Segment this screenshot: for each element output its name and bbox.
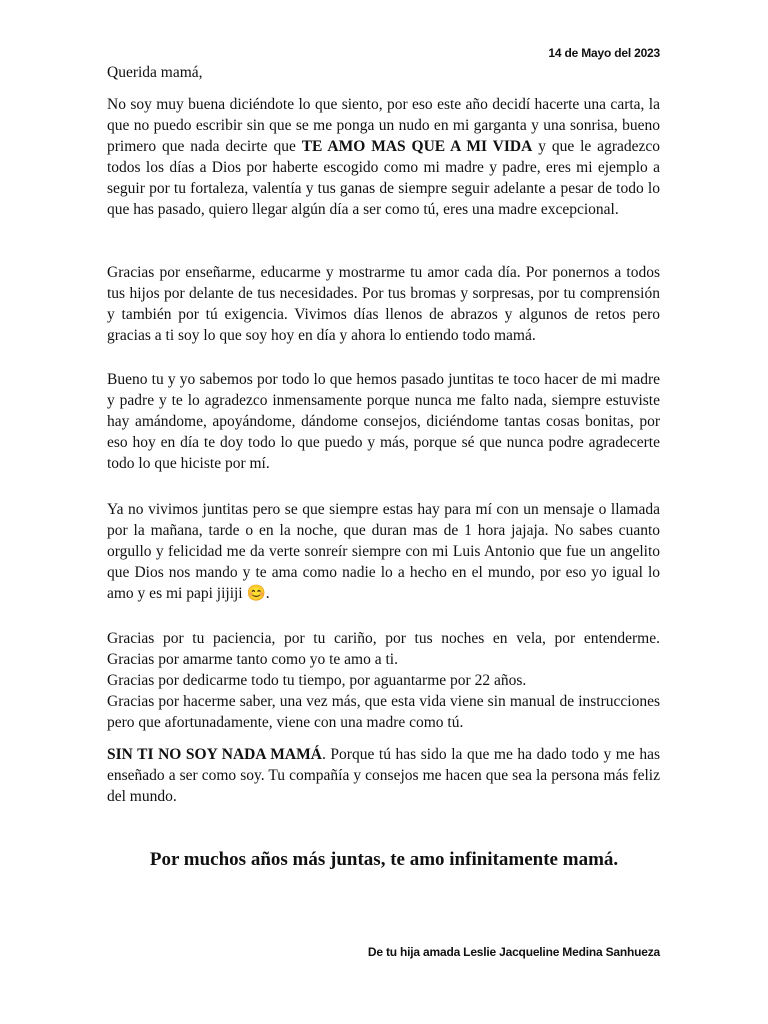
paragraph-1-emphasis: TE AMO MAS QUE A MI VIDA (301, 138, 533, 155)
paragraph-6 (107, 744, 660, 807)
paragraph-2: Gracias por enseñarme, educarme y mostrarme tu amor cada día. Por ponernos a todos tus hijos por delante de tus necesidades. Por tus bromas y sorpresas, por tu comprensión y también por tú exigencia. Vivimos días llenos de abrazos y algunos de retos pero gracias a ti soy lo que soy hoy en día y ahora lo entiendo todo mamá. (107, 264, 660, 344)
paragraph-1-text-a: No soy muy buena diciéndote lo que siento, por eso este año decidí hacerte una carta, la que no puedo escribir sin que se me ponga un nudo en mi garganta y una sonrisa, bueno primero que nada decirte que (107, 96, 660, 155)
paragraph-6-text: . Porque tú has sido la que me ha dado todo y me has enseñado a ser como soy. Tu compañía y consejos me hacen que sea la persona más feliz del mundo. (107, 746, 660, 805)
gratitude-line-4: Gracias por hacerme saber, una vez más, que esta vida viene sin manual de instrucciones pero que afortunadamente, viene con una madre como tú. (107, 693, 660, 731)
signature: De tu hija amada Leslie Jacqueline Medina Sanhueza (367, 945, 660, 959)
paragraph-5 (107, 628, 660, 733)
letter-date: 14 de Mayo del 2023 (548, 46, 660, 60)
paragraph-3: Bueno tu y yo sabemos por todo lo que hemos pasado juntitas te toco hacer de mi madre y padre y te lo agradezco inmensamente porque nunca me falto nada, siempre estuviste hay amándome, apoyándome, dándome consejos, diciéndome tantas cosas bonitas, por eso hoy en día te doy todo lo que puedo y más, porque sé que nunca podre agradecerte todo lo que hiciste por mí. (107, 371, 660, 472)
paragraph-1-text-b: y que le agradezco todos los días a Dios por haberte escogido como mi madre y padre, eres mi ejemplo a seguir por tu fortaleza, valentía y tus ganas de siempre seguir adelante a pesar de todo lo que has pasado, quiero llegar algún día a ser como tú, eres una madre excepcional. (107, 138, 660, 218)
gratitude-line-1: Gracias por tu paciencia, por tu cariño, por tus noches en vela, por entenderme. (107, 630, 660, 647)
paragraph-4: Ya no vivimos juntitas pero se que siempre estas hay para mí con un mensaje o llamada por la mañana, tarde o en la noche, que duran mas de 1 hora jajaja. No sabes cuanto orgullo y felicidad me da verte sonreír siempre con mi Luis Antonio que fue un angelito que Dios nos mando y te ama como nadie lo a hecho en el mundo, por eso yo igual lo amo y es mi papi jijiji 😊. (107, 501, 660, 602)
letter-greeting: Querida mamá, (107, 64, 203, 81)
closing-line: Por muchos años más juntas, te amo infinitamente mamá. (149, 849, 619, 870)
gratitude-line-3: Gracias por dedicarme todo tu tiempo, por aguantarme por 22 años. (107, 672, 527, 689)
paragraph-1 (107, 94, 660, 220)
paragraph-6-emphasis: SIN TI NO SOY NADA MAMÁ (107, 746, 322, 763)
gratitude-line-2: Gracias por amarme tanto como yo te amo a ti. (107, 651, 398, 668)
